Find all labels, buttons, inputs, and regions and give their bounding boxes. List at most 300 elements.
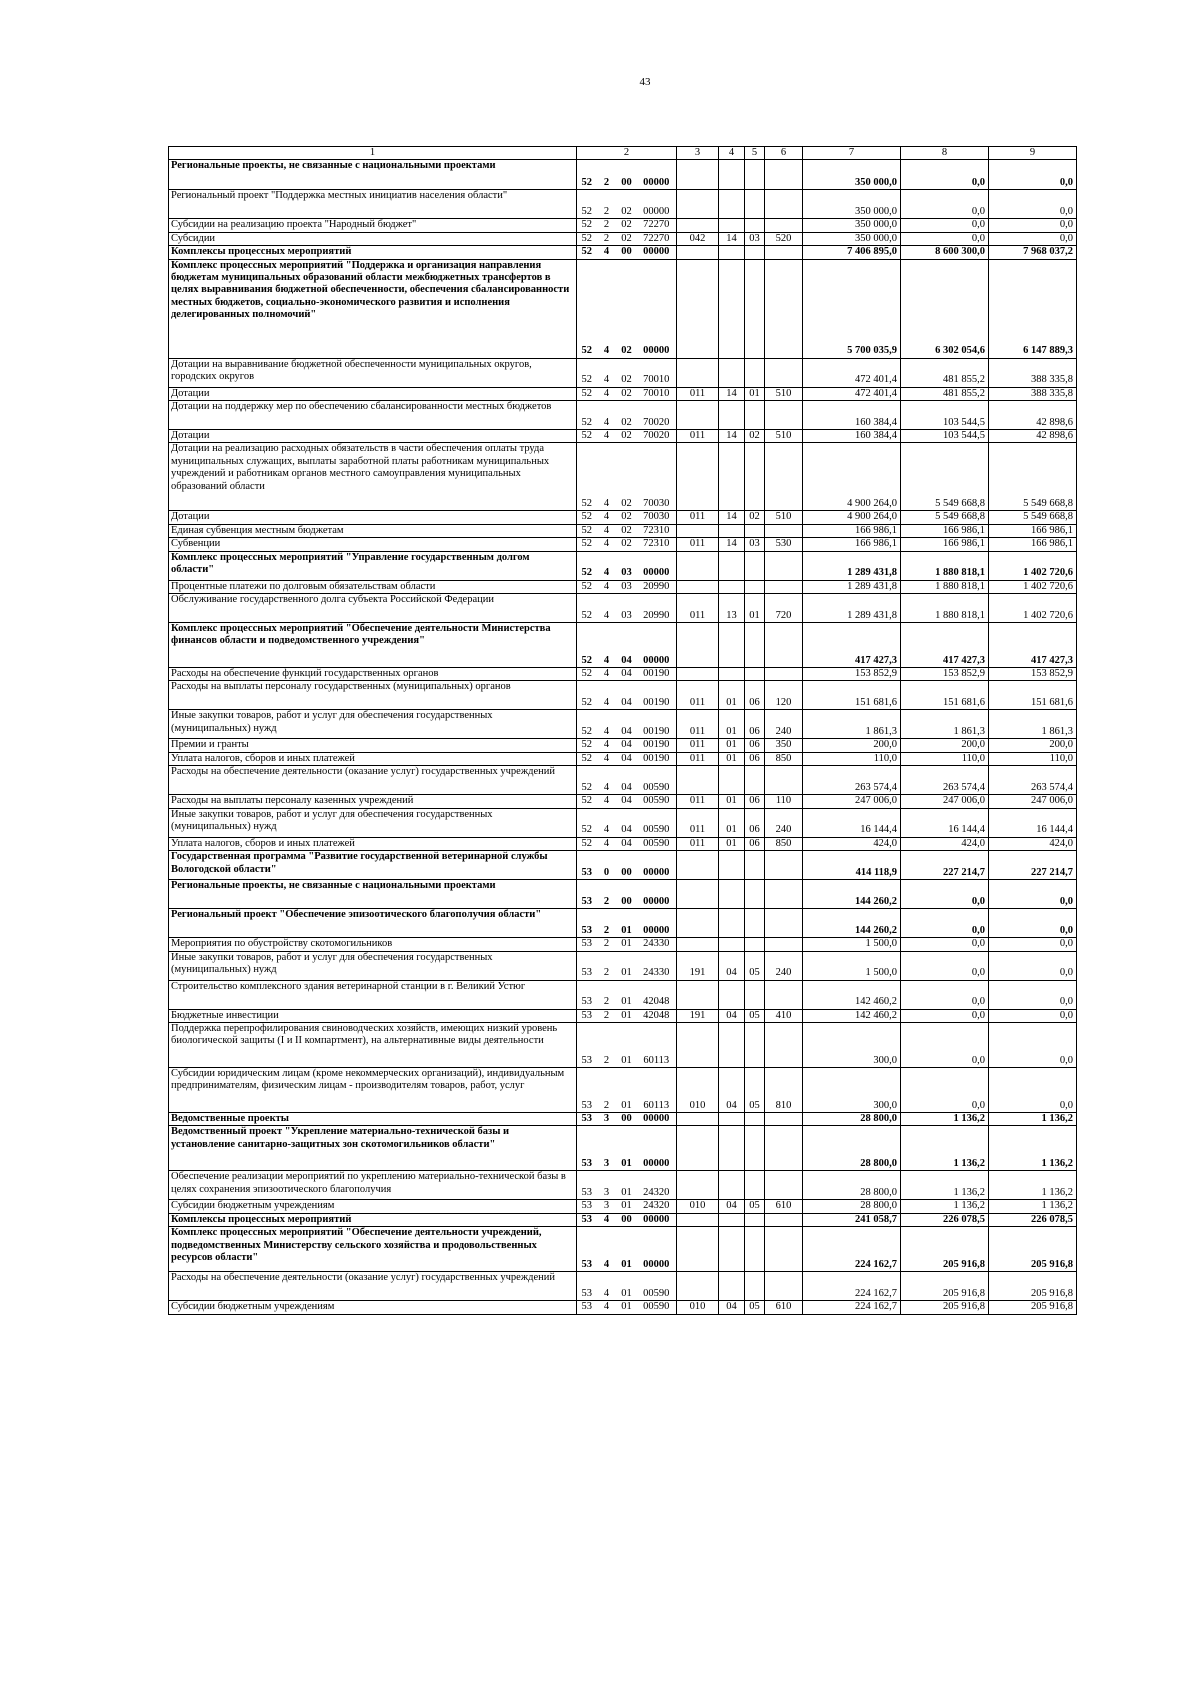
code-subsection xyxy=(745,980,765,1009)
code-type: 0 xyxy=(597,851,617,880)
code-subsection: 06 xyxy=(745,681,765,710)
value-year-3: 153 852,9 xyxy=(989,668,1077,681)
code-subprogram: 01 xyxy=(617,938,637,951)
code-expense-type xyxy=(765,668,803,681)
header-col-9: 9 xyxy=(989,147,1077,160)
value-year-1: 28 800,0 xyxy=(803,1171,901,1200)
code-direction: 00590 xyxy=(637,795,677,808)
value-year-3: 0,0 xyxy=(989,232,1077,245)
value-year-1: 28 800,0 xyxy=(803,1200,901,1213)
code-direction: 00590 xyxy=(637,837,677,850)
code-section: 01 xyxy=(719,795,745,808)
value-year-3: 1 136,2 xyxy=(989,1200,1077,1213)
code-type: 2 xyxy=(597,219,617,232)
code-subprogram: 02 xyxy=(617,538,637,551)
value-year-1: 166 986,1 xyxy=(803,538,901,551)
code-subsection: 01 xyxy=(745,594,765,623)
code-direction: 20990 xyxy=(637,594,677,623)
code-direction: 72270 xyxy=(637,232,677,245)
code-section: 14 xyxy=(719,538,745,551)
value-year-3: 247 006,0 xyxy=(989,795,1077,808)
code-ministry xyxy=(677,980,719,1009)
value-year-1: 166 986,1 xyxy=(803,524,901,537)
row-name: Дотации на реализацию расходных обязательств в части обеспечения оплаты труда муниципальных служащих, выплаты заработной платы работникам муниципальных учреждений и работникам органов местного самоуправления муниципальных образований области xyxy=(169,443,577,511)
code-direction: 70020 xyxy=(637,430,677,443)
row-name: Бюджетные инвестиции xyxy=(169,1009,577,1022)
code-subprogram: 04 xyxy=(617,752,637,765)
code-expense-type: 410 xyxy=(765,1009,803,1022)
code-program: 52 xyxy=(577,752,597,765)
code-type: 4 xyxy=(597,511,617,524)
code-section: 01 xyxy=(719,681,745,710)
code-program: 52 xyxy=(577,538,597,551)
value-year-2: 205 916,8 xyxy=(901,1227,989,1272)
row-name: Уплата налогов, сборов и иных платежей xyxy=(169,837,577,850)
header-col-8: 8 xyxy=(901,147,989,160)
row-name: Дотации xyxy=(169,511,577,524)
value-year-3: 205 916,8 xyxy=(989,1227,1077,1272)
table-row xyxy=(169,710,1077,739)
code-direction: 00000 xyxy=(637,1112,677,1125)
table-row xyxy=(169,1009,1077,1022)
code-subsection xyxy=(745,259,765,358)
code-expense-type xyxy=(765,443,803,511)
code-subprogram: 01 xyxy=(617,1067,637,1112)
code-expense-type: 810 xyxy=(765,1067,803,1112)
table-row xyxy=(169,1272,1077,1301)
code-ministry: 011 xyxy=(677,594,719,623)
value-year-2: 1 861,3 xyxy=(901,710,989,739)
code-program: 52 xyxy=(577,594,597,623)
code-type: 2 xyxy=(597,232,617,245)
code-expense-type xyxy=(765,1112,803,1125)
code-subsection xyxy=(745,443,765,511)
code-section xyxy=(719,880,745,909)
code-ministry xyxy=(677,443,719,511)
code-direction: 24320 xyxy=(637,1200,677,1213)
code-type: 3 xyxy=(597,1112,617,1125)
code-ministry xyxy=(677,219,719,232)
table-row xyxy=(169,909,1077,938)
code-subprogram: 01 xyxy=(617,1301,637,1314)
value-year-1: 424,0 xyxy=(803,837,901,850)
code-type: 4 xyxy=(597,837,617,850)
code-direction: 72310 xyxy=(637,538,677,551)
value-year-2: 1 136,2 xyxy=(901,1126,989,1171)
code-program: 53 xyxy=(577,909,597,938)
code-subprogram: 04 xyxy=(617,808,637,837)
code-ministry xyxy=(677,246,719,259)
value-year-3: 1 861,3 xyxy=(989,710,1077,739)
code-direction: 00000 xyxy=(637,160,677,190)
code-program: 52 xyxy=(577,259,597,358)
code-section: 13 xyxy=(719,594,745,623)
value-year-3: 6 147 889,3 xyxy=(989,259,1077,358)
value-year-1: 350 000,0 xyxy=(803,232,901,245)
page-number: 43 xyxy=(639,76,651,88)
code-program: 52 xyxy=(577,387,597,400)
value-year-2: 481 855,2 xyxy=(901,358,989,387)
code-subsection xyxy=(745,766,765,795)
code-section xyxy=(719,1272,745,1301)
code-subprogram: 04 xyxy=(617,623,637,668)
code-subprogram: 03 xyxy=(617,580,637,593)
code-ministry xyxy=(677,190,719,219)
code-expense-type xyxy=(765,160,803,190)
code-subsection xyxy=(745,1272,765,1301)
code-subsection: 05 xyxy=(745,1009,765,1022)
code-subsection: 05 xyxy=(745,1067,765,1112)
value-year-2: 5 549 668,8 xyxy=(901,511,989,524)
value-year-2: 226 078,5 xyxy=(901,1213,989,1226)
value-year-2: 1 880 818,1 xyxy=(901,551,989,580)
code-type: 4 xyxy=(597,795,617,808)
code-expense-type: 350 xyxy=(765,739,803,752)
code-direction: 70030 xyxy=(637,443,677,511)
value-year-3: 1 136,2 xyxy=(989,1112,1077,1125)
code-direction: 70010 xyxy=(637,387,677,400)
code-direction: 00190 xyxy=(637,752,677,765)
code-subsection: 05 xyxy=(745,1200,765,1213)
value-year-2: 205 916,8 xyxy=(901,1301,989,1314)
code-subprogram: 00 xyxy=(617,160,637,190)
code-ministry: 011 xyxy=(677,511,719,524)
code-section: 04 xyxy=(719,951,745,980)
value-year-1: 151 681,6 xyxy=(803,681,901,710)
code-direction: 24330 xyxy=(637,951,677,980)
code-expense-type: 110 xyxy=(765,795,803,808)
code-section xyxy=(719,766,745,795)
code-ministry: 011 xyxy=(677,387,719,400)
value-year-2: 153 852,9 xyxy=(901,668,989,681)
value-year-2: 0,0 xyxy=(901,980,989,1009)
code-program: 52 xyxy=(577,358,597,387)
code-direction: 60113 xyxy=(637,1067,677,1112)
code-program: 53 xyxy=(577,951,597,980)
code-expense-type: 720 xyxy=(765,594,803,623)
code-program: 52 xyxy=(577,808,597,837)
code-section xyxy=(719,190,745,219)
code-expense-type xyxy=(765,580,803,593)
code-expense-type xyxy=(765,401,803,430)
code-program: 52 xyxy=(577,246,597,259)
code-type: 2 xyxy=(597,951,617,980)
code-subprogram: 01 xyxy=(617,1171,637,1200)
code-type: 4 xyxy=(597,1301,617,1314)
code-program: 52 xyxy=(577,443,597,511)
code-program: 53 xyxy=(577,1022,597,1067)
code-direction: 00000 xyxy=(637,1126,677,1171)
code-section xyxy=(719,1227,745,1272)
table-row xyxy=(169,1022,1077,1067)
code-program: 52 xyxy=(577,551,597,580)
value-year-1: 241 058,7 xyxy=(803,1213,901,1226)
value-year-2: 166 986,1 xyxy=(901,538,989,551)
code-ministry xyxy=(677,766,719,795)
code-subsection xyxy=(745,1022,765,1067)
code-expense-type: 520 xyxy=(765,232,803,245)
code-expense-type xyxy=(765,358,803,387)
code-ministry xyxy=(677,623,719,668)
code-ministry xyxy=(677,851,719,880)
code-subsection: 03 xyxy=(745,538,765,551)
code-section: 14 xyxy=(719,430,745,443)
row-name: Комплекс процессных мероприятий "Обеспечение деятельности учреждений, подведомственных Министерству сельского хозяйства и продовольственных ресурсов области" xyxy=(169,1227,577,1272)
code-expense-type: 510 xyxy=(765,511,803,524)
code-subprogram: 00 xyxy=(617,851,637,880)
code-type: 2 xyxy=(597,1067,617,1112)
code-type: 2 xyxy=(597,938,617,951)
value-year-1: 247 006,0 xyxy=(803,795,901,808)
code-program: 52 xyxy=(577,190,597,219)
code-expense-type: 510 xyxy=(765,387,803,400)
code-section xyxy=(719,851,745,880)
code-program: 52 xyxy=(577,232,597,245)
value-year-1: 160 384,4 xyxy=(803,401,901,430)
value-year-1: 472 401,4 xyxy=(803,387,901,400)
value-year-3: 151 681,6 xyxy=(989,681,1077,710)
table-row xyxy=(169,951,1077,980)
code-subprogram: 04 xyxy=(617,739,637,752)
code-subprogram: 04 xyxy=(617,681,637,710)
table-row xyxy=(169,739,1077,752)
code-section xyxy=(719,909,745,938)
code-subprogram: 02 xyxy=(617,259,637,358)
code-section xyxy=(719,1171,745,1200)
value-year-1: 16 144,4 xyxy=(803,808,901,837)
value-year-3: 1 136,2 xyxy=(989,1171,1077,1200)
table-row xyxy=(169,623,1077,668)
code-type: 4 xyxy=(597,594,617,623)
code-type: 4 xyxy=(597,259,617,358)
code-expense-type: 610 xyxy=(765,1301,803,1314)
code-type: 4 xyxy=(597,1213,617,1226)
code-type: 4 xyxy=(597,766,617,795)
code-subprogram: 02 xyxy=(617,190,637,219)
code-subprogram: 01 xyxy=(617,951,637,980)
table-row xyxy=(169,246,1077,259)
value-year-3: 226 078,5 xyxy=(989,1213,1077,1226)
code-subsection: 06 xyxy=(745,808,765,837)
value-year-2: 0,0 xyxy=(901,909,989,938)
code-section xyxy=(719,551,745,580)
header-col-4: 4 xyxy=(719,147,745,160)
code-subprogram: 01 xyxy=(617,980,637,1009)
code-type: 3 xyxy=(597,1171,617,1200)
code-section: 01 xyxy=(719,752,745,765)
table-row xyxy=(169,580,1077,593)
code-direction: 00590 xyxy=(637,1272,677,1301)
value-year-3: 263 574,4 xyxy=(989,766,1077,795)
code-subsection xyxy=(745,851,765,880)
code-expense-type: 240 xyxy=(765,710,803,739)
code-subsection xyxy=(745,909,765,938)
row-name: Иные закупки товаров, работ и услуг для обеспечения государственных (муниципальных) нужд xyxy=(169,710,577,739)
code-ministry: 011 xyxy=(677,752,719,765)
code-expense-type: 610 xyxy=(765,1200,803,1213)
value-year-1: 350 000,0 xyxy=(803,190,901,219)
value-year-3: 205 916,8 xyxy=(989,1272,1077,1301)
code-ministry xyxy=(677,1171,719,1200)
code-expense-type xyxy=(765,623,803,668)
code-subprogram: 01 xyxy=(617,1227,637,1272)
table-header-row xyxy=(169,147,1077,160)
table-row xyxy=(169,430,1077,443)
code-ministry xyxy=(677,1272,719,1301)
row-name: Ведомственный проект "Укрепление материально-технической базы и установление санитарно-защитных зон скотомогильников области" xyxy=(169,1126,577,1171)
code-subprogram: 04 xyxy=(617,837,637,850)
code-subprogram: 00 xyxy=(617,246,637,259)
value-year-3: 0,0 xyxy=(989,190,1077,219)
value-year-1: 1 500,0 xyxy=(803,938,901,951)
code-type: 4 xyxy=(597,752,617,765)
row-name: Субсидии xyxy=(169,232,577,245)
table-row xyxy=(169,594,1077,623)
table-row xyxy=(169,259,1077,358)
code-program: 53 xyxy=(577,1171,597,1200)
code-program: 52 xyxy=(577,401,597,430)
code-ministry xyxy=(677,1227,719,1272)
code-expense-type xyxy=(765,980,803,1009)
value-year-1: 1 289 431,8 xyxy=(803,551,901,580)
row-name: Комплекс процессных мероприятий "Обеспечение деятельности Министерства финансов области и подведомственного учреждения" xyxy=(169,623,577,668)
value-year-2: 247 006,0 xyxy=(901,795,989,808)
code-program: 53 xyxy=(577,1067,597,1112)
value-year-1: 263 574,4 xyxy=(803,766,901,795)
value-year-1: 110,0 xyxy=(803,752,901,765)
code-subsection xyxy=(745,219,765,232)
value-year-2: 110,0 xyxy=(901,752,989,765)
value-year-3: 0,0 xyxy=(989,980,1077,1009)
code-program: 53 xyxy=(577,880,597,909)
code-direction: 00190 xyxy=(637,681,677,710)
value-year-2: 0,0 xyxy=(901,219,989,232)
code-section xyxy=(719,980,745,1009)
row-name: Дотации xyxy=(169,430,577,443)
code-expense-type: 850 xyxy=(765,752,803,765)
code-type: 4 xyxy=(597,401,617,430)
code-program: 53 xyxy=(577,1272,597,1301)
code-direction: 20990 xyxy=(637,580,677,593)
row-name: Расходы на выплаты персоналу казенных учреждений xyxy=(169,795,577,808)
code-subsection xyxy=(745,580,765,593)
value-year-1: 144 260,2 xyxy=(803,909,901,938)
value-year-3: 388 335,8 xyxy=(989,358,1077,387)
code-subprogram: 04 xyxy=(617,668,637,681)
value-year-3: 205 916,8 xyxy=(989,1301,1077,1314)
code-section xyxy=(719,524,745,537)
code-expense-type xyxy=(765,938,803,951)
row-name: Расходы на обеспечение функций государственных органов xyxy=(169,668,577,681)
code-type: 4 xyxy=(597,551,617,580)
code-program: 52 xyxy=(577,681,597,710)
value-year-3: 42 898,6 xyxy=(989,430,1077,443)
value-year-2: 0,0 xyxy=(901,160,989,190)
code-subprogram: 04 xyxy=(617,795,637,808)
code-subprogram: 03 xyxy=(617,594,637,623)
code-subprogram: 02 xyxy=(617,401,637,430)
value-year-3: 227 214,7 xyxy=(989,851,1077,880)
value-year-2: 0,0 xyxy=(901,938,989,951)
value-year-1: 7 406 895,0 xyxy=(803,246,901,259)
value-year-1: 300,0 xyxy=(803,1022,901,1067)
value-year-3: 0,0 xyxy=(989,909,1077,938)
code-subprogram: 02 xyxy=(617,443,637,511)
code-type: 4 xyxy=(597,623,617,668)
code-type: 4 xyxy=(597,1227,617,1272)
code-direction: 00000 xyxy=(637,551,677,580)
code-section xyxy=(719,580,745,593)
table-row xyxy=(169,443,1077,511)
code-direction: 00000 xyxy=(637,259,677,358)
code-ministry: 010 xyxy=(677,1200,719,1213)
budget-table xyxy=(168,146,1077,1315)
row-name: Премии и гранты xyxy=(169,739,577,752)
code-program: 53 xyxy=(577,1200,597,1213)
code-ministry xyxy=(677,909,719,938)
value-year-2: 1 880 818,1 xyxy=(901,580,989,593)
value-year-1: 4 900 264,0 xyxy=(803,443,901,511)
row-name: Поддержка перепрофилирования свиноводческих хозяйств, имеющих низкий уровень биологической защиты (I и II компартмент), на альтернативные виды деятельности xyxy=(169,1022,577,1067)
code-type: 4 xyxy=(597,808,617,837)
code-section xyxy=(719,1112,745,1125)
row-name: Региональный проект "Поддержка местных инициатив населения области" xyxy=(169,190,577,219)
row-name: Комплекс процессных мероприятий "Поддержка и организация направления бюджетам муниципальных образований области межбюджетных трансфертов в целях выравнивания бюджетной обеспеченности, обеспечения сбалансированности местных бюджетов, социально-экономического развития и исполнения делегированных полномочий" xyxy=(169,259,577,358)
value-year-2: 227 214,7 xyxy=(901,851,989,880)
value-year-2: 103 544,5 xyxy=(901,401,989,430)
code-section xyxy=(719,160,745,190)
value-year-3: 0,0 xyxy=(989,219,1077,232)
value-year-3: 0,0 xyxy=(989,160,1077,190)
code-section xyxy=(719,623,745,668)
value-year-2: 16 144,4 xyxy=(901,808,989,837)
code-section xyxy=(719,1213,745,1226)
code-ministry: 011 xyxy=(677,681,719,710)
value-year-3: 1 402 720,6 xyxy=(989,580,1077,593)
value-year-2: 1 880 818,1 xyxy=(901,594,989,623)
table-row xyxy=(169,511,1077,524)
table-row xyxy=(169,1301,1077,1314)
code-ministry xyxy=(677,401,719,430)
value-year-2: 1 136,2 xyxy=(901,1112,989,1125)
table-row xyxy=(169,538,1077,551)
code-subprogram: 00 xyxy=(617,880,637,909)
row-name: Мероприятия по обустройству скотомогильников xyxy=(169,938,577,951)
code-subsection xyxy=(745,880,765,909)
value-year-1: 144 260,2 xyxy=(803,880,901,909)
code-ministry: 010 xyxy=(677,1301,719,1314)
code-subprogram: 01 xyxy=(617,1200,637,1213)
code-type: 4 xyxy=(597,538,617,551)
code-expense-type xyxy=(765,1126,803,1171)
code-subprogram: 01 xyxy=(617,1272,637,1301)
code-direction: 00000 xyxy=(637,909,677,938)
code-type: 4 xyxy=(597,443,617,511)
row-name: Субвенции xyxy=(169,538,577,551)
row-name: Субсидии бюджетным учреждениям xyxy=(169,1200,577,1213)
code-subprogram: 02 xyxy=(617,219,637,232)
code-program: 53 xyxy=(577,938,597,951)
value-year-2: 417 427,3 xyxy=(901,623,989,668)
code-section: 01 xyxy=(719,808,745,837)
header-col-6: 6 xyxy=(765,147,803,160)
code-expense-type xyxy=(765,1227,803,1272)
row-name: Комплекс процессных мероприятий "Управление государственным долгом области" xyxy=(169,551,577,580)
code-expense-type xyxy=(765,766,803,795)
code-section xyxy=(719,938,745,951)
code-expense-type xyxy=(765,880,803,909)
code-direction: 00590 xyxy=(637,766,677,795)
